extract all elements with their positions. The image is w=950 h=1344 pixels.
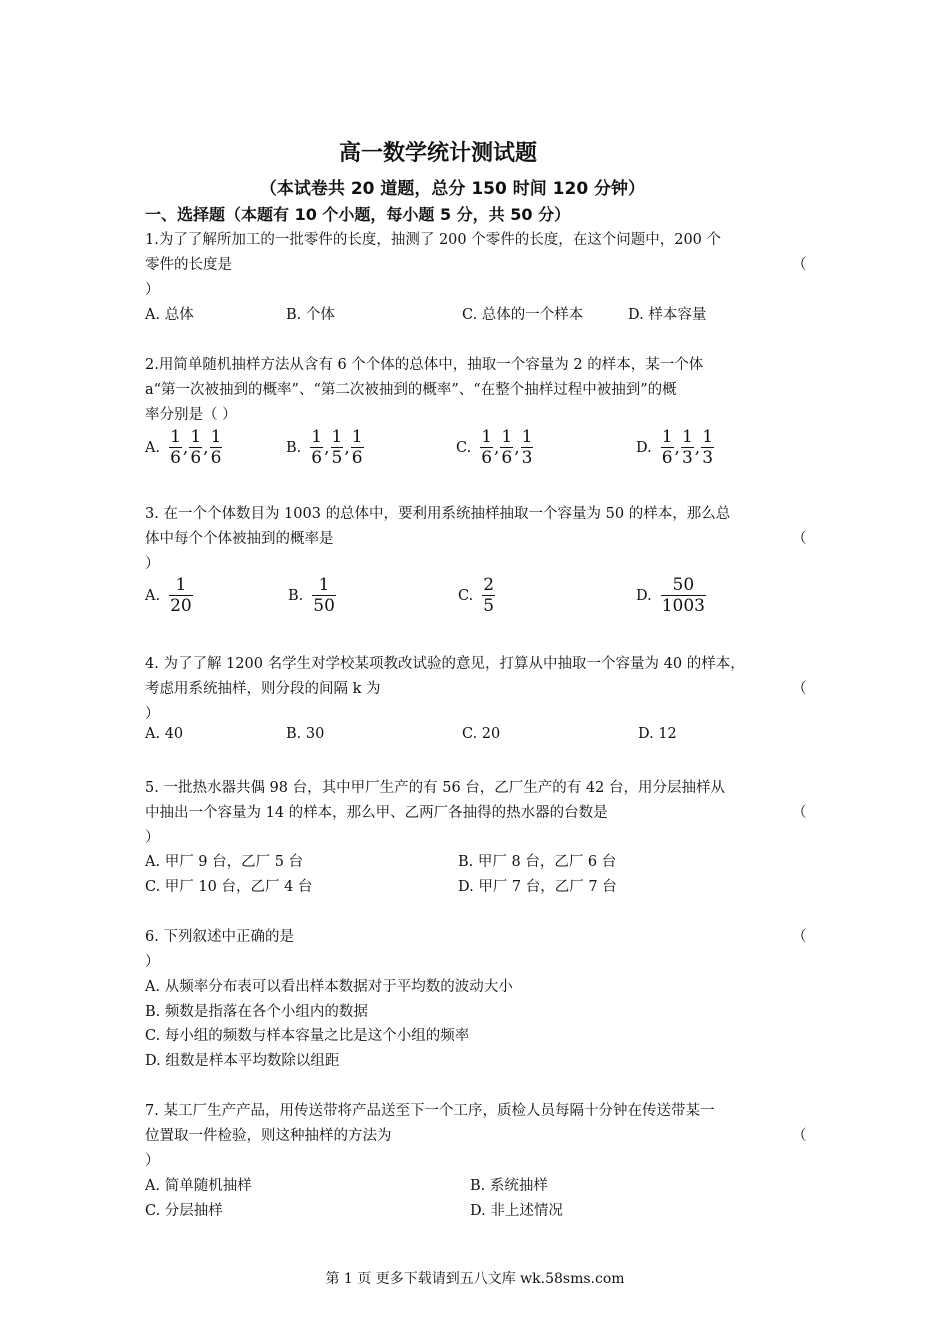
q2-option-d: D. $\frac{1}{6}$ , $\frac{1}{3}$ , $\frac{1}{3}$: [636, 427, 714, 468]
denominator: 6: [351, 448, 363, 468]
q2-option-a: A. $\frac{1}{6}$ , $\frac{1}{6}$ , $\frac{1}{6}$: [145, 427, 222, 468]
numerator: 1: [318, 575, 330, 595]
numerator: 2: [483, 575, 495, 595]
fraction: [210, 427, 223, 468]
fraction: [312, 575, 336, 616]
denominator: 5: [331, 448, 343, 468]
denominator: 5: [483, 596, 495, 616]
numerator: 1: [501, 427, 513, 447]
q3-line2: 体中每个个体被抽到的概率是: [145, 531, 334, 547]
q6-option-c: C. 每小组的频数与样本容量之比是这个小组的频率: [145, 1028, 470, 1044]
q2-line1: 2.用简单随机抽样方法从含有 6 个个体的总体中，抽取一个容量为 2 的样本，某一个体: [145, 357, 704, 373]
denominator: 1003: [661, 596, 705, 616]
q5-option-d: D. 甲厂 7 台，乙厂 7 台: [458, 879, 617, 895]
q2-option-c: C. $\frac{1}{6}$ , $\frac{1}{6}$ , $\frac{1}{3}$: [456, 427, 533, 468]
q3-paren-open: （: [792, 531, 807, 547]
q6-paren-open: （: [792, 929, 807, 945]
q3-option-d: [636, 575, 707, 616]
q2-option-b: B. $\frac{1}{6}$ , $\frac{1}{5}$ , $\frac{1}{6}$: [286, 427, 363, 468]
page-title: 高一数学统计测试题: [338, 141, 537, 166]
q7-paren-open: （: [792, 1128, 807, 1144]
q5-line2: 中抽出一个容量为 14 的样本，那么甲、乙两厂各抽得的热水器的台数是: [145, 805, 608, 821]
q5-option-b: B. 甲厂 8 台，乙厂 6 台: [458, 854, 617, 870]
q2-option-letter: D.: [636, 439, 652, 456]
q2-option-letter: B.: [286, 439, 302, 456]
q4-option-b: B. 30: [286, 726, 325, 742]
q3-option-letter: A.: [145, 587, 161, 604]
q7-line2: 位置取一件检验，则这种抽样的方法为: [145, 1128, 392, 1144]
page-footer: 第 1 页 更多下载请到五八文库 wk.58sms.com: [325, 1271, 625, 1287]
denominator: 6: [501, 448, 513, 468]
q4-paren-close: ）: [145, 706, 160, 722]
q2-line3: 率分别是（ ）: [145, 407, 237, 423]
numerator: 1: [681, 427, 693, 447]
q5-option-c: C. 甲厂 10 台，乙厂 4 台: [145, 879, 313, 895]
q5-paren-open: （: [792, 805, 807, 821]
numerator: 1: [661, 427, 673, 447]
denominator: 6: [190, 448, 202, 468]
fraction: [331, 427, 344, 468]
denominator: 3: [681, 448, 693, 468]
q3-option-letter: D.: [636, 587, 652, 604]
numerator: 1: [175, 575, 187, 595]
q7-line1: 7. 某工厂生产产品，用传送带将产品送至下一个工序，质检人员每隔十分钟在传送带某一: [145, 1103, 715, 1119]
q7-paren-close: ）: [145, 1153, 160, 1169]
q3-option-letter: B.: [288, 587, 304, 604]
numerator: 1: [351, 427, 363, 447]
q5-line1: 5. 一批热水器共偶 98 台，其中甲厂生产的有 56 台，乙厂生产的有 42 台，用分层抽样从: [145, 780, 725, 796]
denominator: 6: [481, 448, 493, 468]
fraction: [169, 575, 193, 616]
numerator: 1: [331, 427, 343, 447]
fraction: [681, 427, 694, 468]
fraction: [169, 427, 182, 468]
denominator: 6: [210, 448, 222, 468]
q3-line1: 3. 在一个个体数目为 1003 的总体中，要利用系统抽样抽取一个容量为 50 的样本，那么总: [145, 506, 731, 522]
q4-line2: 考虑用系统抽样，则分段的间隔 k 为: [145, 681, 381, 697]
q1-line2: 零件的长度是: [145, 257, 232, 273]
q4-line1: 4. 为了了解 1200 名学生对学校某项教改试验的意见，打算从中抽取一个容量为 40 的样本，: [145, 656, 745, 672]
q1-option-b: B. 个体: [286, 307, 335, 323]
denominator: 6: [170, 448, 181, 468]
q3-option-a: [145, 575, 194, 616]
q3-option-b: [288, 575, 337, 616]
denominator: 6: [661, 448, 673, 468]
q6-option-b: B. 频数是指落在各个小组内的数据: [145, 1004, 368, 1020]
numerator: 1: [481, 427, 493, 447]
q6-option-a: A. 从频率分布表可以看出样本数据对于平均数的波动大小: [145, 979, 513, 995]
q3-option-letter: C.: [458, 587, 474, 604]
denominator: 6: [311, 448, 323, 468]
q3-paren-close: ）: [145, 556, 160, 572]
q1-paren-open: （: [792, 257, 807, 273]
q5-paren-close: ）: [145, 830, 160, 846]
q1-option-a: A. 总体: [145, 307, 194, 323]
q1-option-c: C. 总体的一个样本: [462, 307, 584, 323]
q7-option-b: B. 系统抽样: [470, 1178, 548, 1194]
q1-paren-close: ）: [145, 282, 160, 298]
numerator: 1: [210, 427, 222, 447]
fraction: [482, 575, 495, 616]
denominator: 3: [521, 448, 533, 468]
denominator: 20: [170, 596, 192, 616]
numerator: 1: [702, 427, 714, 447]
numerator: 1: [190, 427, 202, 447]
fraction: [189, 427, 202, 468]
q4-paren-open: （: [792, 681, 807, 697]
q4-option-d: D. 12: [638, 726, 677, 742]
q2-line2: a“第一次被抽到的概率”、“第二次被抽到的概率”、“在整个抽样过程中被抽到”的概: [145, 382, 677, 398]
exam-info: （本试卷共 20 道题，总分 150 时间 120 分钟）: [259, 179, 646, 199]
fraction: [500, 427, 513, 468]
fraction: [310, 427, 323, 468]
q6-line1: 6. 下列叙述中正确的是: [145, 929, 294, 945]
q2-option-letter: A.: [145, 439, 161, 456]
denominator: 3: [702, 448, 714, 468]
numerator: 1: [521, 427, 533, 447]
fraction: [661, 575, 706, 616]
q3-option-c: [458, 575, 496, 616]
q7-option-c: C. 分层抽样: [145, 1203, 223, 1219]
q6-option-d: D. 组数是样本平均数除以组距: [145, 1053, 340, 1069]
numerator: 1: [311, 427, 323, 447]
fraction: [701, 427, 714, 468]
q4-option-c: C. 20: [462, 726, 501, 742]
q6-paren-close: ）: [145, 954, 160, 970]
fraction: [521, 427, 534, 468]
fraction: [480, 427, 493, 468]
q1-option-d: D. 样本容量: [628, 307, 707, 323]
q4-option-a: A. 40: [145, 726, 184, 742]
fraction: [661, 427, 674, 468]
numerator: 50: [672, 575, 695, 595]
fraction: [351, 427, 364, 468]
q2-option-letter: C.: [456, 439, 472, 456]
q5-option-a: A. 甲厂 9 台，乙厂 5 台: [145, 854, 304, 870]
section-heading: 一、选择题（本题有 10 个小题，每小题 5 分，共 50 分）: [145, 205, 571, 224]
q1-line1: 1.为了了解所加工的一批零件的长度，抽测了 200 个零件的长度，在这个问题中，200 个: [145, 232, 722, 248]
denominator: 50: [313, 596, 335, 616]
numerator: 1: [170, 427, 181, 447]
q7-option-a: A. 简单随机抽样: [145, 1178, 252, 1194]
q7-option-d: D. 非上述情况: [470, 1203, 563, 1219]
